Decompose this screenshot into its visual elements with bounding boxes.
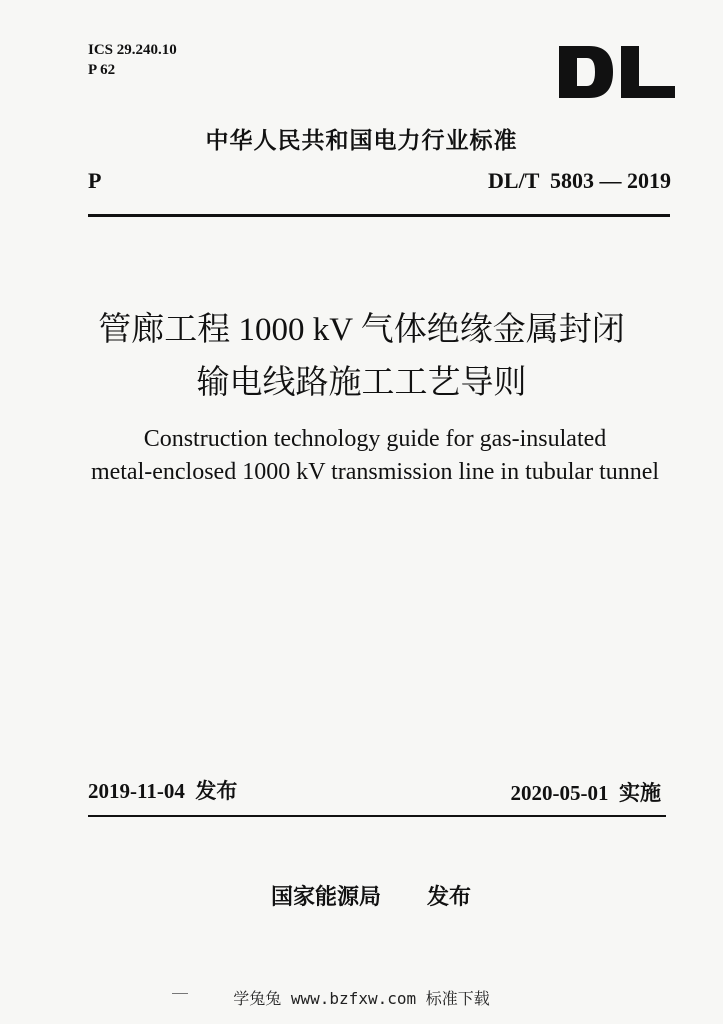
standard-number: DL/T 5803 — 2019 bbox=[488, 168, 671, 193]
implement-date: 2020-05-01 实施 bbox=[510, 781, 661, 805]
classification-codes bbox=[88, 40, 177, 80]
dl-logo bbox=[557, 44, 677, 100]
title-cn-line-1: 管廊工程 1000 kV 气体绝缘金属封闭 bbox=[98, 312, 625, 348]
ics-code: ICS 29.240.10 bbox=[88, 42, 177, 58]
bottom-divider bbox=[88, 815, 666, 817]
logo-letter-d bbox=[559, 46, 613, 98]
publish-date: 2019-11-04 发布 bbox=[88, 779, 238, 803]
class-code: P 62 bbox=[88, 62, 116, 78]
standard-category: P bbox=[88, 168, 102, 193]
logo-letter-l bbox=[621, 46, 675, 98]
issuer-action: 发布 bbox=[427, 885, 472, 910]
top-divider bbox=[88, 214, 670, 217]
title-en-line-2: metal-enclosed 1000 kV transmission line in tubular tunnel bbox=[90, 459, 660, 485]
title-cn-line-2: 输电线路施工工艺导则 bbox=[196, 365, 527, 401]
industry-title: 中华人民共和国电力行业标准 bbox=[205, 128, 518, 154]
issuer-name: 国家能源局 bbox=[271, 885, 382, 910]
title-en-line-1: Construction technology guide for gas-insulated bbox=[143, 426, 607, 452]
watermark-link[interactable]: 学兔兔 www.bzfxw.com 标准下载 bbox=[233, 989, 490, 1008]
